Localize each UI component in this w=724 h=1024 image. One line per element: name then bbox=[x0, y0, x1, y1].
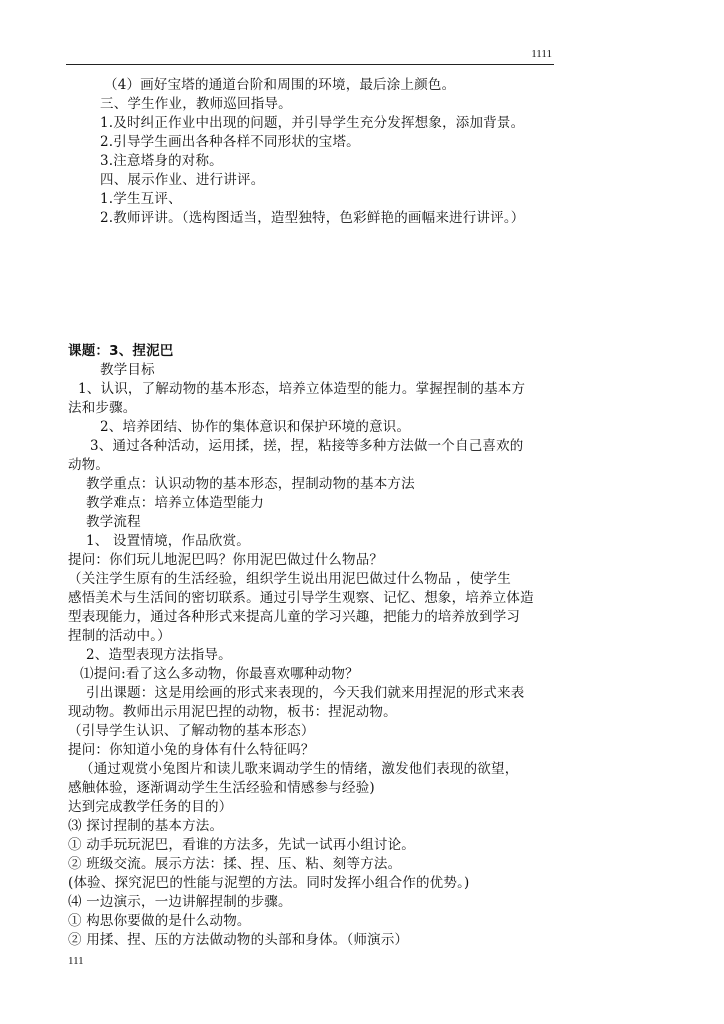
text-line: 现动物。教师出示用泥巴捏的动物，板书：捏泥动物。 bbox=[68, 704, 397, 720]
text-line: 1.学生互评、 bbox=[100, 191, 182, 207]
text-line: ① 构思你要做的是什么动物。 bbox=[68, 913, 251, 929]
text-line: ② 班级交流。展示方法：揉、捏、压、粘、刻等方法。 bbox=[68, 856, 402, 872]
text-line: 感触体验，逐渐调动学生生活经验和情感参与经验) bbox=[68, 780, 375, 796]
text-line: （通过观赏小兔图片和读儿歌来调动学生的情绪，激发他们表现的欲望， bbox=[80, 761, 519, 777]
text-line: 2、培养团结、协作的集体意识和保护环境的意识。 bbox=[100, 419, 411, 435]
text-line: 3.注意塔身的对称。 bbox=[100, 153, 223, 169]
text-line: 教学难点：培养立体造型能力 bbox=[86, 495, 265, 511]
text-line: 提问：你们玩儿地泥巴吗？你用泥巴做过什么物品？ bbox=[68, 552, 384, 568]
text-line: ① 动手玩玩泥巴，看谁的方法多，先试一试再小组讨论。 bbox=[68, 837, 415, 853]
text-line: 提问：你知道小兔的身体有什么特征吗？ bbox=[68, 742, 315, 758]
text-line: 捏制的活动中。） bbox=[68, 628, 171, 644]
text-line: ⑶ 探讨捏制的基本方法。 bbox=[68, 818, 224, 834]
text-line: 2.引导学生画出各种各样不同形状的宝塔。 bbox=[100, 134, 360, 150]
text-line: （引导学生认识、了解动物的基本形态） bbox=[68, 723, 315, 739]
text-line: 1、认识，了解动物的基本形态，培养立体造型的能力。掌握捏制的基本方 bbox=[78, 381, 526, 397]
header-rule bbox=[66, 64, 554, 65]
text-line: ⑴提问:看了这么多动物，你最喜欢哪种动物？ bbox=[80, 666, 359, 682]
text-line: 2、造型表现方法指导。 bbox=[86, 647, 232, 663]
text-line: （4）画好宝塔的通道台阶和周围的环境，最后涂上颜色。 bbox=[104, 77, 456, 93]
text-line: 教学重点：认识动物的基本形态，捏制动物的基本方法 bbox=[86, 476, 415, 492]
text-line: (体验、探究泥巴的性能与泥塑的方法。同时发挥小组合作的优势。) bbox=[68, 875, 470, 891]
page-number-header: 1111 bbox=[531, 48, 552, 60]
text-line: 引出课题：这是用绘画的形式来表现的，今天我们就来用捏泥的形式来表 bbox=[86, 685, 525, 701]
text-line: 1.及时纠正作业中出现的问题，并引导学生充分发挥想象，添加背景。 bbox=[100, 115, 525, 131]
text-line: 型表现能力，通过各种形式来提高儿童的学习兴趣，把能力的培养放到学习 bbox=[68, 609, 521, 625]
text-line: 教学流程 bbox=[86, 514, 141, 530]
text-line: 四、展示作业、进行讲评。 bbox=[100, 172, 265, 188]
page-number-footer: 111 bbox=[68, 955, 84, 967]
text-line: 动物。 bbox=[68, 457, 110, 473]
text-line: 3、通过各种活动，运用揉，搓，捏，粘接等多种方法做一个自己喜欢的 bbox=[90, 438, 524, 454]
text-line: ⑷ 一边演示，一边讲解捏制的步骤。 bbox=[68, 894, 292, 910]
text-line: 2.教师评讲。（选构图适当，造型独特，色彩鲜艳的画幅来进行讲评。） bbox=[100, 210, 525, 226]
text-line: 教学目标 bbox=[100, 362, 155, 378]
text-line: 三、学生作业，教师巡回指导。 bbox=[100, 96, 292, 112]
lesson-title: 课题：3、捏泥巴 bbox=[68, 343, 174, 359]
text-line: （关注学生原有的生活经验，组织学生说出用泥巴做过什么物品 ，使学生 bbox=[68, 571, 511, 587]
text-line: 达到完成教学任务的目的） bbox=[68, 799, 233, 815]
text-line: 感悟美术与生活间的密切联系。通过引导学生观察、记忆、想象，培养立体造 bbox=[68, 590, 534, 606]
text-line: 1、 设置情境，作品欣赏。 bbox=[86, 533, 250, 549]
text-line: 法和步骤。 bbox=[68, 400, 137, 416]
text-line: ② 用揉、捏、压的方法做动物的头部和身体。（师演示） bbox=[68, 932, 409, 948]
